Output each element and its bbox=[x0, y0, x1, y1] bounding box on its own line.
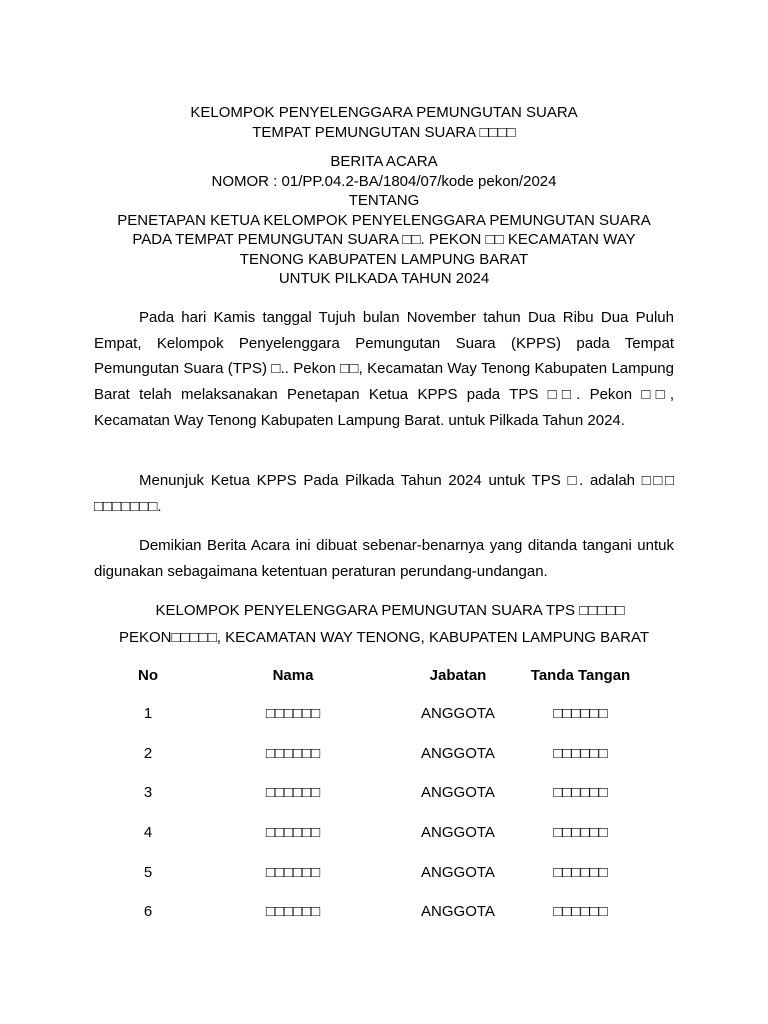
header-line-1: KELOMPOK PENYELENGGARA PEMUNGUTAN SUARA bbox=[190, 104, 578, 121]
cell-tanda-tangan: □□□□□□ bbox=[553, 824, 608, 842]
column-header-tanda-tangan: Tanda Tangan bbox=[530, 666, 631, 684]
cell-nama: □□□□□□ bbox=[265, 824, 321, 842]
cell-nama: □□□□□□ bbox=[265, 705, 321, 723]
signature-heading-line-1: KELOMPOK PENYELENGGARA PEMUNGUTAN SUARA TPS □□□□□ bbox=[155, 602, 625, 619]
body-paragraph-1: Pada hari Kamis tanggal Tujuh bulan November tahun Dua Ribu Dua Puluh Empat, Kelompok Penyelenggara Pemungutan Suara (KPPS) pada Tempat Pemungutan Suara (TPS) □.. Pekon □□, Kecamatan Way Tenong Kabupaten Lampung Barat telah melaksanakan Penetapan Ketua KPPS pada TPS □□. Pekon □□, Kecamatan Way Tenong Kabupaten Lampung Barat. untuk Pilkada Tahun 2024. bbox=[94, 309, 674, 429]
table-row bbox=[108, 734, 643, 774]
cell-jabatan: ANGGOTA bbox=[421, 863, 495, 881]
cell-no: 5 bbox=[143, 863, 153, 881]
cell-jabatan: ANGGOTA bbox=[421, 705, 495, 723]
member-table bbox=[108, 656, 643, 932]
cell-nama: □□□□□□ bbox=[265, 903, 321, 921]
cell-no: 1 bbox=[143, 705, 153, 723]
table-row bbox=[108, 694, 643, 734]
cell-jabatan: ANGGOTA bbox=[421, 903, 495, 921]
document-title bbox=[80, 152, 688, 289]
title-berita-acara: BERITA ACARA bbox=[330, 153, 438, 170]
cell-tanda-tangan: □□□□□□ bbox=[553, 863, 608, 881]
header-line-2: TEMPAT PEMUNGUTAN SUARA □□□□ bbox=[252, 123, 516, 141]
cell-jabatan: ANGGOTA bbox=[421, 744, 495, 762]
table-row bbox=[108, 852, 643, 892]
column-header-nama: Nama bbox=[272, 666, 314, 684]
cell-no: 2 bbox=[143, 744, 153, 762]
title-subject-line-4: UNTUK PILKADA TAHUN 2024 bbox=[278, 270, 490, 287]
cell-tanda-tangan: □□□□□□ bbox=[553, 784, 608, 802]
title-subject-line-3: TENONG KABUPATEN LAMPUNG BARAT bbox=[239, 250, 529, 268]
member-table-header-row bbox=[108, 656, 643, 694]
cell-jabatan: ANGGOTA bbox=[421, 784, 495, 802]
cell-tanda-tangan: □□□□□□ bbox=[553, 744, 608, 762]
cell-nama: □□□□□□ bbox=[265, 744, 321, 762]
cell-no: 4 bbox=[143, 824, 153, 842]
body-paragraph-3: Demikian Berita Acara ini dibuat sebenar-benarnya yang ditanda tangani untuk digunakan sebagaimana ketentuan peraturan perundang-undangan. bbox=[94, 537, 674, 580]
cell-nama: □□□□□□ bbox=[265, 863, 321, 881]
table-row bbox=[108, 813, 643, 853]
body-paragraph-2: Menunjuk Ketua KPPS Pada Pilkada Tahun 2024 untuk TPS □. adalah □□□ □□□□□□□. bbox=[94, 472, 674, 515]
cell-no: 3 bbox=[143, 784, 153, 802]
signature-heading bbox=[60, 597, 708, 651]
cell-tanda-tangan: □□□□□□ bbox=[553, 903, 608, 921]
cell-tanda-tangan: □□□□□□ bbox=[553, 705, 608, 723]
document-header bbox=[80, 103, 688, 142]
title-subject-line-1: PENETAPAN KETUA KELOMPOK PENYELENGGARA PEMUNGUTAN SUARA bbox=[117, 211, 651, 229]
signature-heading-line-2: PEKON□□□□□, KECAMATAN WAY TENONG, KABUPATEN LAMPUNG BARAT bbox=[118, 629, 650, 646]
table-row bbox=[108, 773, 643, 813]
cell-no: 6 bbox=[143, 903, 153, 921]
column-header-jabatan: Jabatan bbox=[429, 666, 487, 684]
title-nomor: NOMOR : 01/PP.04.2-BA/1804/07/kode pekon/2024 bbox=[211, 172, 557, 190]
cell-jabatan: ANGGOTA bbox=[421, 824, 495, 842]
title-subject-line-2: PADA TEMPAT PEMUNGUTAN SUARA □□. PEKON □□ KECAMATAN WAY bbox=[132, 231, 636, 248]
table-row bbox=[108, 892, 643, 932]
column-header-no: No bbox=[138, 666, 158, 684]
title-tentang: TENTANG bbox=[348, 192, 420, 209]
cell-nama: □□□□□□ bbox=[265, 784, 321, 802]
